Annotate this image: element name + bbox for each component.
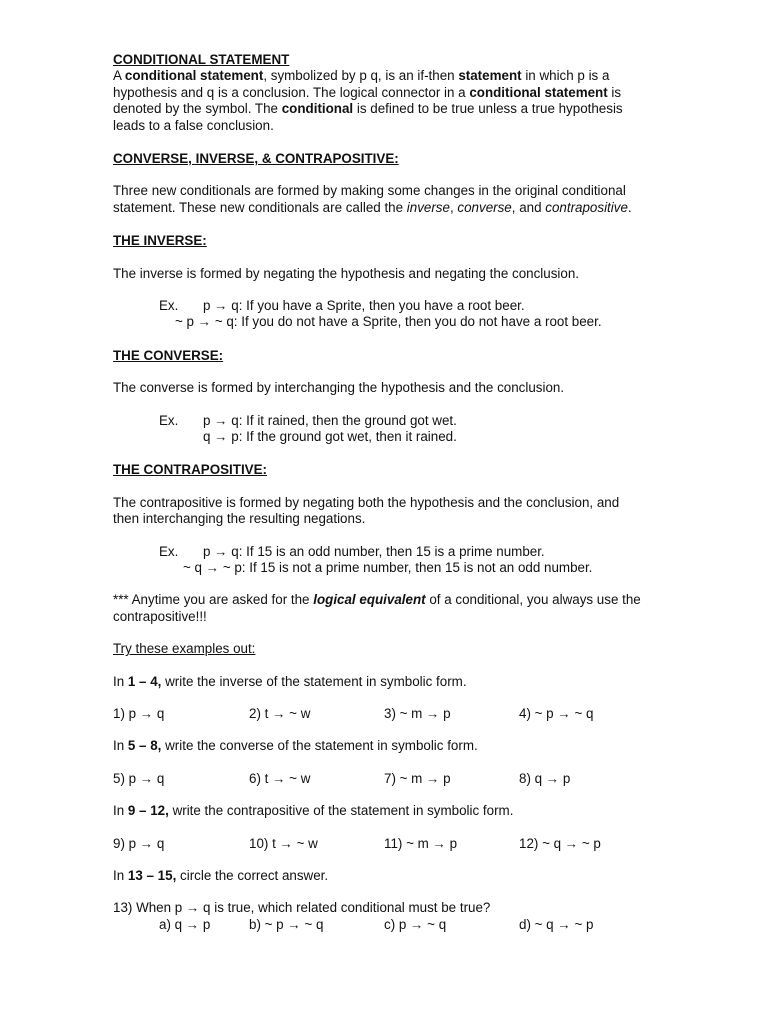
contrapositive-example-line-2 bbox=[113, 560, 643, 576]
inverse-example-negated: ~ p → ~ q: If you do not have a Sprite, then you do not have a root beer. bbox=[175, 314, 602, 330]
contrapositive-description: The contrapositive is formed by negating both the hypothesis and the conclusion, and then interchanging the resulting negations. bbox=[113, 494, 620, 527]
problem-item: 3) ~ m → p bbox=[384, 706, 451, 722]
set1-instructions: In 1 – 4, write the inverse of the statement in symbolic form. bbox=[113, 673, 467, 689]
problem-item: 4) ~ p → ~ q bbox=[519, 706, 594, 722]
answer-option-c: c) p → ~ q bbox=[384, 916, 447, 932]
contrapositive-example-line-1 bbox=[113, 544, 643, 560]
cic-heading: CONVERSE, INVERSE, & CONTRAPOSITIVE: bbox=[113, 151, 399, 167]
converse-heading: THE CONVERSE: bbox=[113, 347, 224, 363]
problem-item: 10) t → ~ w bbox=[249, 835, 318, 851]
inverse-description: The inverse is formed by negating the hypothesis and negating the conclusion. bbox=[113, 265, 579, 281]
problem-item: 8) q → p bbox=[519, 770, 571, 786]
converse-example-line-1 bbox=[113, 413, 643, 429]
contrapositive-heading: THE CONTRAPOSITIVE: bbox=[113, 462, 267, 478]
set2-instructions: In 5 – 8, write the converse of the statement in symbolic form. bbox=[113, 738, 478, 754]
problem-item: 2) t → ~ w bbox=[249, 706, 311, 722]
set3-problems bbox=[113, 836, 643, 852]
converse-example-line-2 bbox=[113, 429, 643, 445]
set2-problems bbox=[113, 771, 643, 787]
set1-problems bbox=[113, 706, 643, 722]
problem-item: 5) p → q bbox=[113, 770, 165, 786]
logical-equivalent-note: *** Anytime you are asked for the logical equivalent of a conditional, you always use the contrapositive!!! bbox=[113, 592, 641, 624]
converse-example-swapped: q → p: If the ground got wet, then it rained. bbox=[203, 429, 457, 445]
inverse-example-line-1 bbox=[113, 298, 643, 314]
page-title: CONDITIONAL STATEMENT bbox=[113, 52, 290, 67]
cic-paragraph: Three new conditionals are formed by making some changes in the original conditional statement. These new conditionals are called the inverse, converse, and contrapositive. bbox=[113, 183, 632, 215]
problem-item: 11) ~ m → p bbox=[384, 835, 458, 851]
inverse-heading: THE INVERSE: bbox=[113, 233, 207, 249]
set4-instructions: In 13 – 15, circle the correct answer. bbox=[113, 868, 329, 884]
problem-item: 7) ~ m → p bbox=[384, 770, 451, 786]
intro-paragraph: A conditional statement, symbolized by p q, is an if-then statement in which p is a hypothesis and q is a conclusion. The logical connector in a conditional statement is denoted by the symbol. The conditional is defined to be true unless a true hypothesis leads to a false conclusion. bbox=[113, 68, 623, 133]
try-examples-label: Try these examples out: bbox=[113, 641, 256, 657]
inverse-example-statement: p → q: If you have a Sprite, then you have a root beer. bbox=[203, 298, 525, 314]
answer-option-b: b) ~ p → ~ q bbox=[249, 916, 324, 932]
contrapositive-example-statement: p → q: If 15 is an odd number, then 15 is a prime number. bbox=[203, 543, 545, 559]
problem-item: 6) t → ~ w bbox=[249, 770, 311, 786]
example-label: Ex. bbox=[159, 412, 179, 428]
set3-instructions: In 9 – 12, write the contrapositive of the statement in symbolic form. bbox=[113, 803, 514, 819]
problem-item: 9) p → q bbox=[113, 835, 165, 851]
question-13: 13) When p → q is true, which related conditional must be true? bbox=[113, 900, 491, 916]
example-label: Ex. bbox=[159, 543, 179, 559]
problem-item: 12) ~ q → ~ p bbox=[519, 835, 601, 851]
answer-option-a: a) q → p bbox=[159, 916, 211, 932]
answer-option-d: d) ~ q → ~ p bbox=[519, 916, 594, 932]
question-13-options bbox=[113, 917, 643, 933]
converse-example-statement: p → q: If it rained, then the ground got wet. bbox=[203, 412, 457, 428]
contrapositive-example-negated: ~ q → ~ p: If 15 is not a prime number, then 15 is not an odd number. bbox=[183, 560, 593, 576]
inverse-example-line-2 bbox=[113, 314, 643, 330]
converse-description: The converse is formed by interchanging the hypothesis and the conclusion. bbox=[113, 380, 565, 396]
example-label: Ex. bbox=[159, 298, 179, 314]
problem-item: 1) p → q bbox=[113, 706, 165, 722]
worksheet-page bbox=[113, 52, 643, 933]
